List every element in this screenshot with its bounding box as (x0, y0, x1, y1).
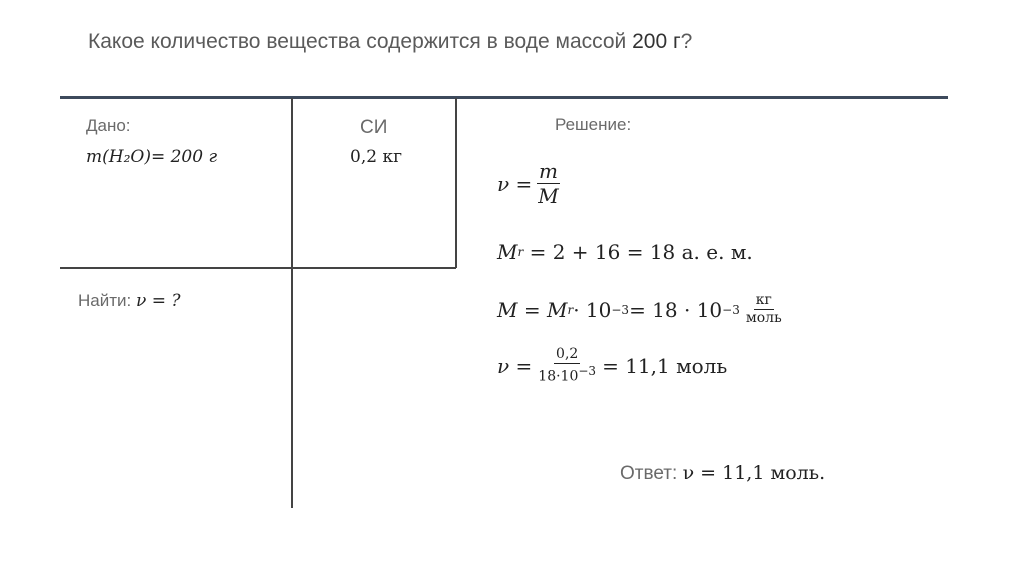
eq2-text: = 2 + 16 = 18 а. е. м. (529, 240, 753, 264)
eq2-sub: r (517, 245, 524, 259)
si-label: СИ (360, 117, 388, 138)
eq4-fraction (536, 347, 598, 385)
given-value-text: m(H₂O)= 200 г (86, 147, 218, 167)
formula-relative-mass (497, 240, 753, 264)
eq4-num: 0,2 (554, 347, 580, 364)
eq1-num: m (539, 159, 558, 183)
formula-amount (497, 160, 565, 207)
table-top-rule (60, 96, 948, 99)
eq2-sym: M (497, 240, 518, 264)
eq1-lhs: ν = (497, 171, 533, 196)
answer-label: Ответ: (620, 463, 683, 484)
given-value (86, 147, 217, 167)
answer-value: ν = 11,1 моль. (682, 462, 826, 484)
eq3-exp1: −3 (611, 302, 630, 317)
find-label: Найти: (78, 291, 136, 310)
title-text: Какое количество вещества содержится в воде массой (88, 30, 633, 53)
eq3-mid2: = 18 · 10 (629, 297, 723, 322)
answer-row (620, 462, 825, 485)
eq3-unit-num: кг (754, 293, 774, 310)
eq4-den-exp: −3 (578, 364, 597, 379)
eq4-den (536, 364, 598, 385)
eq1-den: M (538, 184, 559, 208)
formula-result (497, 347, 727, 385)
table-divider-si (455, 98, 457, 268)
eq4-rhs: = 11,1 моль (602, 354, 728, 379)
slide-title (88, 30, 692, 54)
find-value: ν = ? (135, 291, 181, 311)
solution-label: Решение: (555, 115, 632, 134)
formula-molar-mass (497, 293, 788, 327)
title-end: ? (680, 30, 693, 53)
eq3-unit-den: моль (745, 310, 782, 327)
eq3-exp2: −3 (722, 302, 740, 317)
find-row (78, 291, 180, 311)
table-divider-main (291, 98, 293, 508)
title-mass: 200 г (632, 30, 681, 53)
table-divider-given (60, 267, 456, 269)
given-label: Дано: (86, 116, 131, 135)
eq1-fraction (536, 160, 560, 207)
si-value: 0,2 кг (350, 147, 402, 167)
eq3-unit (744, 293, 784, 327)
eq3-mid: · 10 (573, 297, 612, 322)
eq4-den-base: 18·10 (538, 369, 579, 386)
eq3-lhs: M = M (497, 297, 568, 322)
eq4-lhs: ν = (497, 354, 533, 379)
eq3-sub: r (567, 302, 574, 317)
